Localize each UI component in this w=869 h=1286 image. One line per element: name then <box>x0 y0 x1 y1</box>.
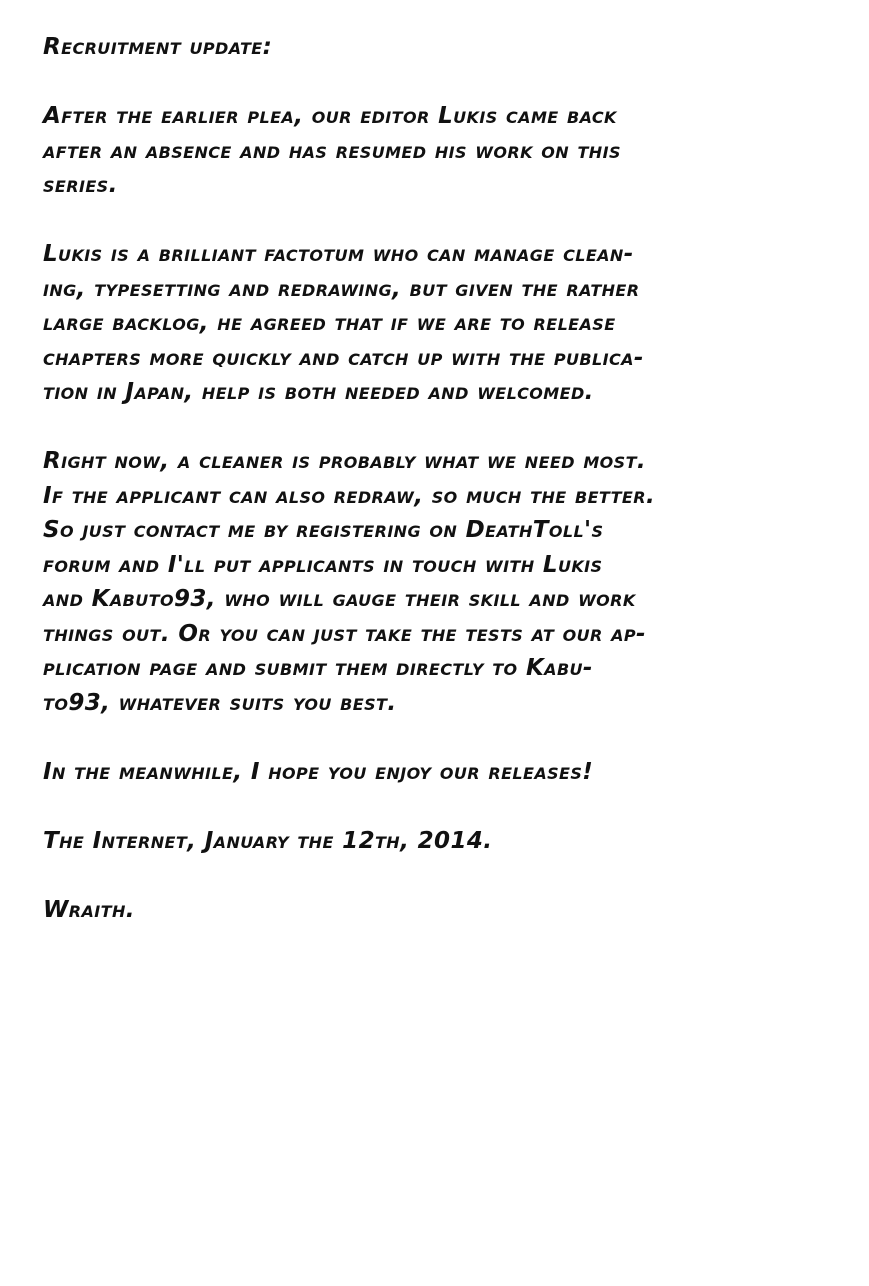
text-line: series. <box>43 172 118 198</box>
text-line: If the applicant can also redraw, so much the better. <box>43 482 656 509</box>
paragraph-dateline <box>43 824 833 859</box>
paragraph-editor-return <box>43 99 833 203</box>
text-line: tion in Japan, help is both needed and welcomed. <box>43 379 594 405</box>
text-line: things out. Or you can just take the tests at our ap- <box>43 620 646 647</box>
text-line: After the earlier plea, our editor Lukis came back <box>43 103 617 129</box>
paragraph-lukis-role <box>43 237 833 410</box>
text-line: So just contact me by registering on DeathToll's <box>43 517 604 543</box>
text-line: after an absence and has resumed his work on this <box>43 137 621 164</box>
paragraph-recruitment-details <box>43 444 833 720</box>
text-line: Lukis is a brilliant factotum who can manage clean- <box>43 241 634 267</box>
text-line: chapters more quickly and catch up with the publica- <box>43 344 644 371</box>
letter-title: Recruitment update: <box>43 34 273 60</box>
text-line: and Kabuto93, who will gauge their skill and work <box>43 586 636 612</box>
text-line: In the meanwhile, I hope you enjoy our releases! <box>43 758 594 785</box>
letter-body <box>43 30 833 962</box>
dateline: The Internet, January the 12th, 2014. <box>43 827 493 854</box>
text-line: Right now, a cleaner is probably what we need most. <box>43 448 647 474</box>
text-line: to93, whatever suits you best. <box>43 689 397 716</box>
paragraph-signature <box>43 893 833 928</box>
signature: Wraith. <box>43 896 135 923</box>
text-line: large backlog, he agreed that if we are to release <box>43 310 616 336</box>
text-line: ing, typesetting and redrawing, but given the rather <box>43 275 640 302</box>
paragraph-closing <box>43 755 833 790</box>
text-line: plication page and submit them directly to Kabu- <box>43 655 593 681</box>
text-line: forum and I'll put applicants in touch with Lukis <box>43 551 603 578</box>
